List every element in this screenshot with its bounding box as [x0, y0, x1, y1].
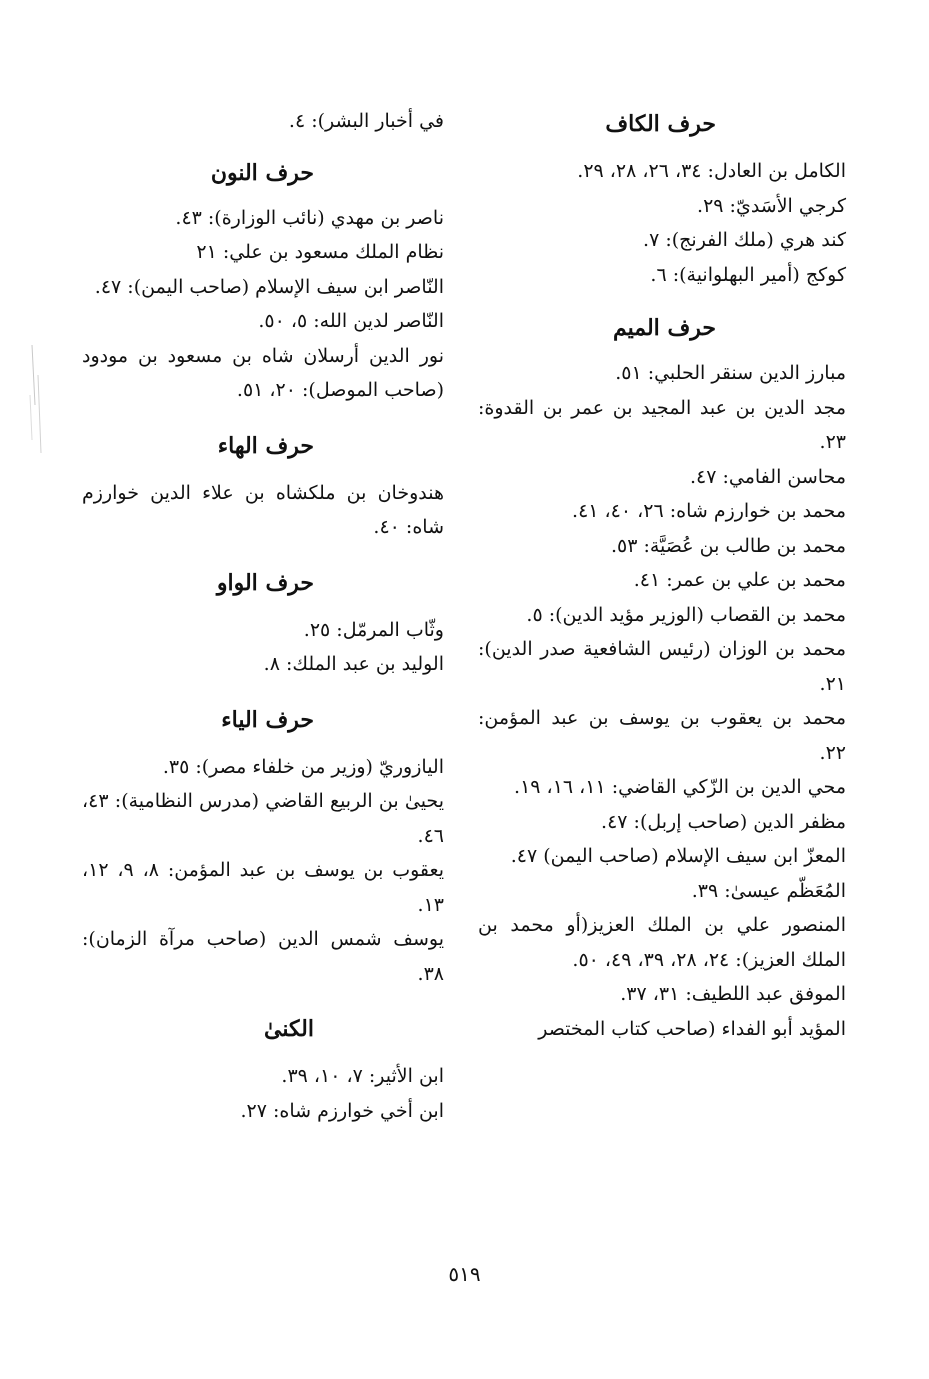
index-entry: كوكج (أمير البهلوانية): ٦. [650, 263, 846, 286]
index-entry: ابن الأثير: ٧، ١٠، ٣٩. [281, 1065, 444, 1087]
index-entry: الموفق عبد اللطيف: ٣١، ٣٧. [620, 983, 846, 1005]
index-entry: محمد بن القصاب (الوزير مؤيد الدين): ٥. [526, 603, 846, 626]
index-entry: اليازوريّ (وزير من خلفاء مصر): ٣٥. [162, 755, 444, 778]
index-entry: المنصور علي بن الملك العزيز(أو محمد بن الملك العزيز): ٢٤، ٢٨، ٣٩، ٤٩، ٥٠. [478, 914, 846, 971]
index-entry: مبارز الدين سنقر الحلبي: ٥١. [615, 362, 846, 384]
index-entry: محمد بن خوارزم شاه: ٢٦، ٤٠، ٤١. [572, 500, 846, 522]
index-entry: مجد الدين بن عبد المجيد بن عمر بن القدوة: ٢٣. [478, 396, 846, 453]
index-entry: محاسن الفامي: ٤٧. [689, 465, 846, 488]
continuation-line: في أخبار البشر): ٤. [288, 110, 444, 132]
index-entry: هندوخان بن ملكشاه بن علاء الدين خوارزم شاه: ٤٠. [82, 481, 444, 538]
section-heading-nun: حرف النون [210, 159, 314, 186]
index-entry: نظام الملك مسعود بن علي: ٢١ [196, 241, 444, 263]
index-entry: يوسف شمس الدين (صاحب مرآة الزمان): ٣٨. [82, 928, 444, 985]
index-entry: النّاصر ابن سيف الإسلام (صاحب اليمن): ٤٧. [94, 275, 444, 298]
index-entry: كند هري (ملك الفرنج): ٧. [643, 229, 846, 251]
index-entry: مظفر الدين (صاحب إربل): ٤٧. [601, 810, 846, 833]
index-entry: وثّاب المرمّل: ٢٥. [303, 618, 444, 641]
index-entry: المعزّ ابن سيف الإسلام (صاحب اليمن) ٤٧. [510, 845, 846, 867]
scan-artifact [28, 345, 46, 455]
section-heading-kuna: الكنىٰ [264, 1016, 314, 1042]
index-entry: محي الدين بن الزّكي القاضي: ١١، ١٦، ١٩. [514, 776, 846, 798]
index-entry: نور الدين أرسلان شاه بن مسعود بن مودود (صاحب الموصل): ٢٠، ٥١. [82, 344, 444, 401]
index-entry: محمد بن علي بن عمر: ٤١. [633, 569, 846, 591]
index-entry: المُعَظّم عيسىٰ: ٣٩. [691, 879, 846, 902]
index-entry: محمد بن طالب بن عُصَيَّة: ٥٣. [610, 534, 846, 557]
left-column [82, 100, 444, 1128]
index-entry: النّاصر لدين الله: ٥، ٥٠. [258, 310, 444, 332]
index-entry: المؤيد أبو الفداء (صاحب كتاب المختصر [538, 1017, 846, 1040]
page-number: ٥١٩ [448, 1262, 481, 1286]
section-heading-ha: حرف الهاء [217, 432, 314, 459]
index-entry: محمد بن يعقوب بن يوسف بن عبد المؤمن: ٢٢. [478, 707, 846, 764]
index-entry: يحيىٰ بن الربيع القاضي (مدرس النظامية): ٤٣، ٤٦. [82, 790, 444, 847]
index-entry: كرجي الأسَديّ: ٢٩. [697, 194, 846, 217]
section-heading-mim: حرف الميم [612, 315, 716, 341]
section-heading-waw: حرف الواو [216, 569, 314, 596]
index-entry: ناصر بن مهدي (نائب الوزارة): ٤٣. [175, 206, 444, 229]
index-entry: محمد بن الوزان (رئيس الشافعية صدر الدين): ٢١. [478, 638, 846, 695]
right-column [478, 100, 846, 1046]
index-entry: يعقوب بن يوسف بن عبد المؤمن: ٨، ٩، ١٢، ١٣. [82, 859, 444, 916]
index-entry: الكامل بن العادل: ٣٤، ٢٦، ٢٨، ٢٩. [577, 160, 846, 182]
section-heading-ya: حرف الياء [221, 706, 314, 733]
section-heading-kaf: حرف الكاف [605, 111, 716, 137]
index-entry: الوليد بن عبد الملك: ٨. [263, 653, 444, 675]
index-entry: ابن أخي خوارزم شاه: ٢٧. [240, 1099, 444, 1122]
